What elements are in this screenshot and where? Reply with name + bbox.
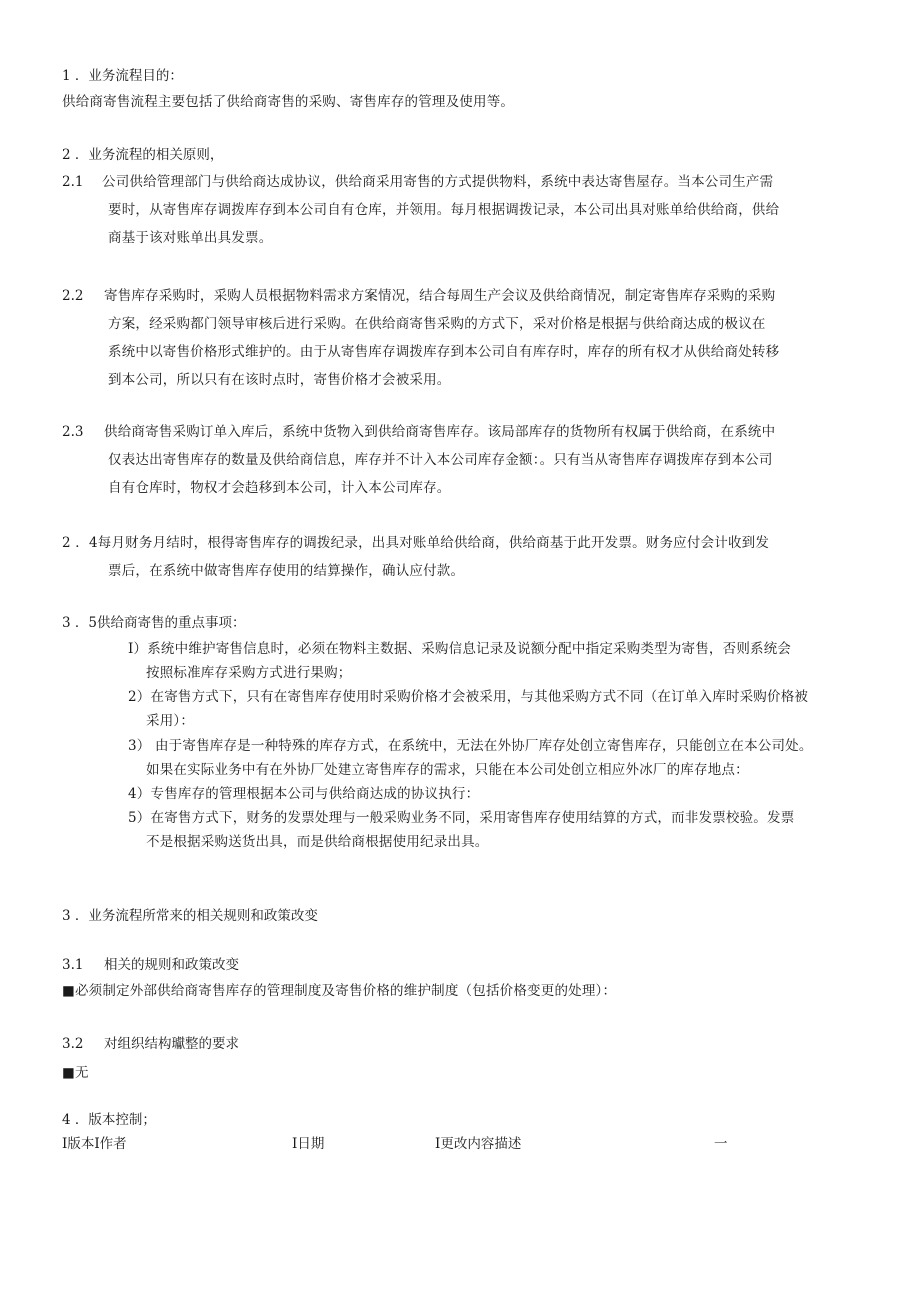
paragraph-3-1-bullet: ■必须制定外部供给商寄售库存的管理制度及寄售价格的维护制度（包括价格变更的处理）： <box>62 983 617 999</box>
paragraph-2-2-number: 2.2 <box>62 288 84 304</box>
paragraph-2-2-line: 寄售库存采购时，采购人员根据物料需求方案情况，结合每周生产会议及供给商情况，制定寄售库存采购的采购 <box>104 288 776 304</box>
paragraph-2-4-line: 票后，在系统中做寄售库存使用的结算操作，确认应付款。 <box>108 563 465 579</box>
paragraph-2-1-line: 商基于该对账单出具发票。 <box>108 230 273 246</box>
list-item: 3） 由于寄售库存是一种特殊的库存方式，在系统中，无法在外协厂库存处创立寄售库存，只能创立在本公司处。 <box>128 738 813 754</box>
table-header-cell: 一 <box>714 1136 728 1152</box>
table-header-cell: I日期 <box>292 1136 325 1152</box>
section-3-heading: 3 ．业务流程所常来的相关规则和政策改变 <box>62 908 318 924</box>
paragraph-3-1-title: 相关的规则和政策改变 <box>104 957 239 973</box>
section-4-heading: 4 ．版本控制； <box>62 1112 156 1128</box>
list-item: 5）在寄售方式下，财务的发票处理与一般采购业务不同，采用寄售库存使用结算的方式，而非发票校验。发票 <box>128 810 795 826</box>
list-item: 2）在寄售方式下，只有在寄售库存使用时采购价格才会被采用，与其他采购方式不同（在订单入库时采购价格被 <box>128 689 809 705</box>
paragraph-2-3-line: 供给商寄售采购订单入库后，系统中货物入到供给商寄售库存。该局部库存的货物所有权属于供给商，在系统中 <box>104 424 776 440</box>
list-item: 4）专售库存的管理根据本公司与供给商达成的协议执行： <box>128 786 480 802</box>
paragraph-2-2-line: 方案，经采购都门领导审核后进行采购。在供给商寄售采购的方式下，采对价格是根据与供给商达成的极议在 <box>108 316 766 332</box>
section-2-heading: 2 ．业务流程的相关原则， <box>62 147 224 163</box>
list-item-continuation: 不是根据采购送货出具，而是供给商根据使用纪录出具。 <box>146 834 489 850</box>
paragraph-2-3-line: 自有仓库时，物权才会趋移到本公司，计入本公司库存。 <box>108 480 451 496</box>
paragraph-3-1-number: 3.1 <box>62 957 84 973</box>
paragraph-2-1-number: 2.1 <box>62 174 84 190</box>
list-item-continuation: 按照标准库存采购方式进行果购； <box>146 665 352 681</box>
paragraph-3-2-title: 对组织结构瓛整的要求 <box>104 1036 239 1052</box>
table-header-cell: I更改内容描述 <box>435 1136 522 1152</box>
paragraph-2-2-line: 到本公司，所以只有在该时点时，寄售价格才会被采用。 <box>108 372 451 388</box>
list-item-continuation: 采用）： <box>146 713 195 729</box>
list-item-continuation: 如果在实际业务中有在外协厂处建立寄售库存的需求，只能在本公司处创立相应外冰厂的库存地点： <box>146 762 749 778</box>
paragraph-2-1-line: 公司供给管理部门与供给商达成协议，供给商采用寄售的方式提供物料，系统中表达寄售屋存。当本公司生产需 <box>102 174 774 190</box>
paragraph-2-3-number: 2.3 <box>62 424 84 440</box>
paragraph-3-2-bullet: ■无 <box>62 1065 89 1081</box>
paragraph-3-5-heading: 3 ．5供给商寄售的重点事项： <box>62 615 246 631</box>
paragraph-2-2-line: 系统中以寄售价格形式维护的。由于从寄售库存调拨库存到本公司自有库存时，库存的所有权才从供给商处转移 <box>108 344 780 360</box>
paragraph-3-2-number: 3.2 <box>62 1036 84 1052</box>
paragraph-2-1-line: 要时，从寄售库存调拨库存到本公司自有仓库，并领用。每月根据调拨记录，本公司出具对账单给供给商，供给 <box>108 202 780 218</box>
list-item: I）系统中维护寄售信息时，必须在物料主数据、采购信息记录及说额分配中指定采购类型为寄售，否则系统会 <box>128 641 792 657</box>
section-1-heading: 1 ．业务流程目的： <box>62 68 183 84</box>
paragraph-2-4-line: 2 ．4每月财务月结时，根得寄售库存的调拨纪录，出具对账单给供给商，供给商基于此开发票。财务应付会计收到发 <box>62 535 770 551</box>
table-header-cell: I版本I作者 <box>62 1136 127 1152</box>
section-1-text: 供给商寄售流程主要包括了供给商寄售的采购、寄售库存的管理及使用等。 <box>62 94 515 110</box>
paragraph-2-3-line: 仅表达出寄售库存的数量及供给商信息，库存并不计入本公司库存金额：。只有当从寄售库存调拨库存到本公司 <box>108 452 773 468</box>
